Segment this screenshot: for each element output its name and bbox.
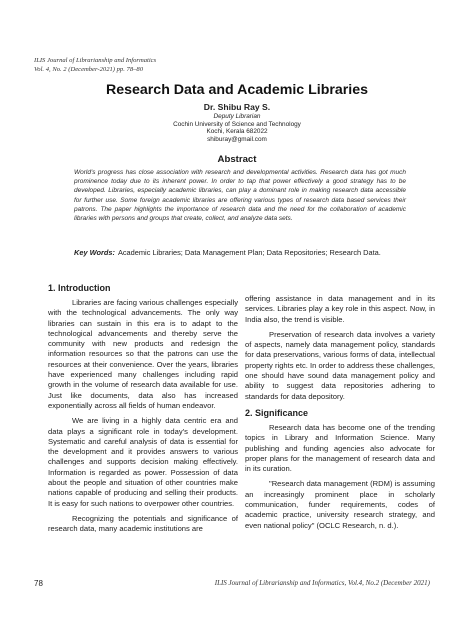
abstract-heading: Abstract	[217, 154, 257, 165]
journal-name: ILIS Journal of Librarianship and Informatics	[34, 57, 157, 64]
paragraph: Preservation of research data involves a variety of aspects, namely data management policy, standards for data preservations, various forms of data, intellectual property rights etc. In order to address these challenges, one should have sound data management policy and ability to suggest data repositories adhering to standards for data depository.	[245, 329, 435, 401]
author-block	[0, 102, 474, 143]
journal-volume: Vol. 4, No. 2 (December-2021) pp. 78–80	[34, 65, 144, 73]
paragraph: Recognizing the potentials and significance of research data, many academic institutions are	[48, 513, 238, 534]
footer-journal-citation: ILIS Journal of Librarianship and Informatics, Vol.4, No.2 (December 2021)	[214, 579, 430, 587]
abstract-text: World's progress has close association with research and developmental activities. Research data has got much prominence today due to its inherent power. In order to tap that power effectively a good strategy has to be developed. Libraries, especially academic libraries, can play a dominant role in making research data accessible for further use. Some foreign academic libraries are offering various types of research data based services their patrons. The paper highlights the importance of research data and the need for the collaboration of academic libraries with persons and groups that create, collect, and analyze data sets.	[74, 169, 406, 223]
paragraph: "Research data management (RDM) is assuming an increasingly prominent place in scholarly communication, funder requirements, codes of academic practice, university research strategy, and even national policy" (OCLC Research, n. d.).	[245, 479, 435, 530]
journal-header	[34, 57, 334, 74]
keywords	[74, 248, 408, 258]
page-number: 78	[34, 579, 43, 588]
left-column	[48, 282, 238, 540]
right-column	[245, 294, 435, 536]
author-location: Kochi, Kerala 682022	[206, 128, 268, 136]
author-email: shiburay@gmail.com	[207, 135, 267, 143]
paragraph: Research data has become one of the trending topics in Library and Information Science. Many publishing and funding agencies also advocate for proper plans for the management of research data and in its curation.	[245, 422, 435, 474]
section-heading-significance: 2. Significance	[245, 407, 309, 418]
author-institution: Cochin University of Science and Technology	[173, 120, 301, 128]
author-name: Dr. Shibu Ray S.	[203, 102, 271, 112]
article-title: Research Data and Academic Libraries	[105, 82, 369, 98]
paragraph: Libraries are facing various challenges especially with the technological advancements. The only way libraries can sustain in this era is to adapt to the technological advancements and thereby serve the community with new products and redesign the information resources so that the patrons can use the resources at their convenience. Over the years, libraries have experienced many challenges including rapid growth in the volume of research data available for use. Just like documents, data also has increased exponentially across all fields of human endeavor.	[48, 298, 238, 410]
paragraph: offering assistance in data management and in its services. Libraries play a key role in this aspect. Now, in India also, the trend is visible.	[245, 294, 435, 324]
paragraph: We are living in a highly data centric era and data plays a significant role in today's development. Systematic and careful analysis of data is essential for the development and it provides answers to various challenges and supports decision making effectively. Information is regarded as power. Possession of data about the people and situation of other countries make nations capable of producing and selling their products. It is easy for such nations to overpower other countries.	[48, 416, 238, 508]
section-heading-introduction: 1. Introduction	[48, 283, 111, 293]
keywords-label: Key Words:	[74, 248, 115, 257]
keywords-text: Academic Libraries; Data Management Plan; Data Repositories; Research Data.	[117, 248, 381, 257]
author-role: Deputy Librarian	[213, 113, 261, 120]
